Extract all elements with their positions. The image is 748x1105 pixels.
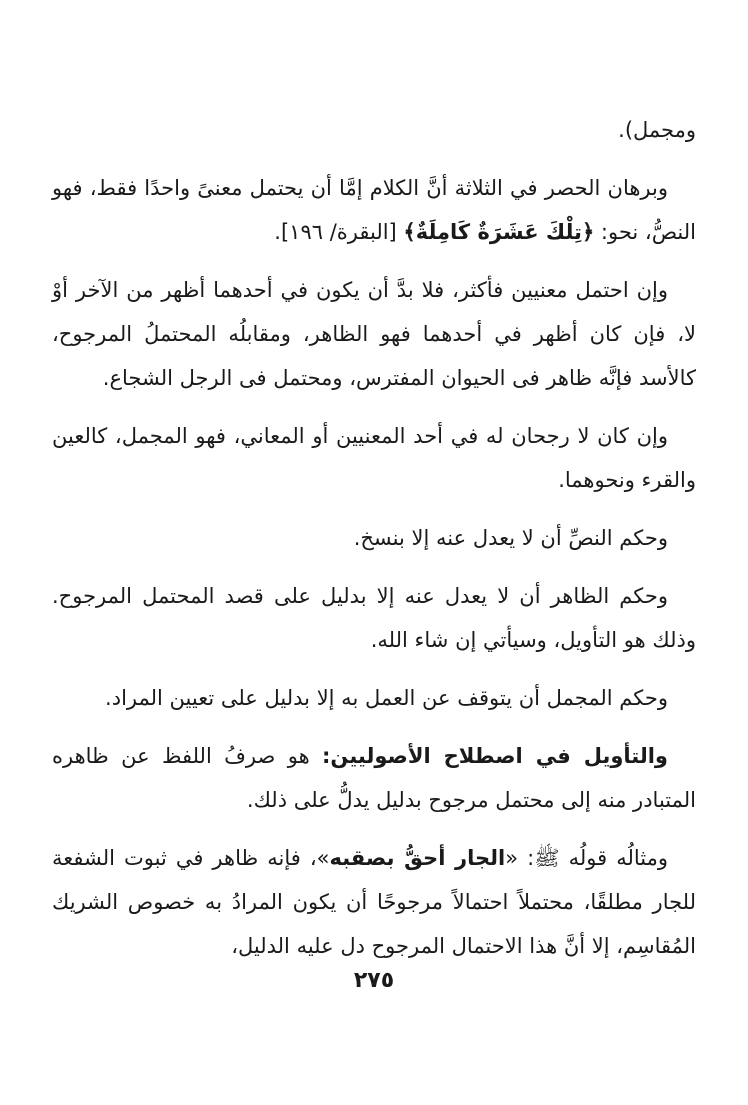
paragraph-ruling-ambiguous [52, 676, 696, 720]
term-heading: والتأويل في اصطلاح الأصوليين: [322, 744, 668, 768]
paragraph-text: ومثالُه قولُه ﷺ: « [505, 846, 668, 870]
paragraph-text: »، فإنه ظاهر في ثبوت الشفعة للجار مطلقًا، محتملاً احتمالاً مرجوحًا أن يكون المرادُ به خصوص الشريك المُقاسِم، إلا أنَّ هذا الاحتمال المرجوح دل عليه الدليل، [52, 846, 696, 958]
paragraph-apparent-meaning [52, 268, 696, 400]
paragraph-proof-of-division [52, 166, 696, 254]
page-body [52, 108, 696, 968]
verse-reference: [البقرة/ ١٩٦]. [274, 220, 404, 244]
paragraph-interpretation-definition [52, 734, 696, 822]
paragraph-continuation [52, 108, 696, 152]
paragraph-text: ومجمل). [618, 118, 696, 142]
hadith-quote: الجار أحقُّ بصقبه [329, 846, 506, 870]
quran-verse: ﴿تِلْكَ عَشَرَةٌ كَامِلَةٌ﴾ [403, 220, 595, 244]
paragraph-text: وحكم الظاهر أن لا يعدل عنه إلا بدليل على قصد المحتمل المرجوح. وذلك هو التأويل، وسيأتي إن شاء الله. [52, 584, 696, 652]
paragraph-text: وحكم المجمل أن يتوقف عن العمل به إلا بدليل على تعيين المراد. [105, 686, 668, 710]
paragraph-text: وحكم النصِّ أن لا يعدل عنه إلا بنسخ. [353, 526, 668, 550]
paragraph-ambiguous [52, 414, 696, 502]
paragraph-ruling-explicit [52, 516, 696, 560]
paragraph-example [52, 836, 696, 968]
paragraph-text: وإن احتمل معنيين فأكثر، فلا بدَّ أن يكون في أحدهما أظهر من الآخر أوْ لا، فإن كان أظهر في أحدهما فهو الظاهر، ومقابلُه المحتملُ المرجوح، كالأسد فإنَّه ظاهر فى الحيوان المفترس، ومحتمل فى الرجل الشجاع. [52, 278, 696, 390]
paragraph-ruling-apparent [52, 574, 696, 662]
page-number: ٢٧٥ [353, 968, 395, 993]
paragraph-text: وبرهان الحصر في الثلاثة أنَّ الكلام إمَّا أن يحتمل معنىً واحدًا فقط، فهو النصُّ، نحو: [52, 176, 696, 244]
paragraph-text: هو صرفُ اللفظ عن ظاهره المتبادر منه إلى محتمل مرجوح بدليل يدلُّ على ذلك. [52, 744, 696, 812]
paragraph-text: وإن كان لا رجحان له في أحد المعنيين أو المعاني، فهو المجمل، كالعين والقرء ونحوهما. [52, 424, 696, 492]
